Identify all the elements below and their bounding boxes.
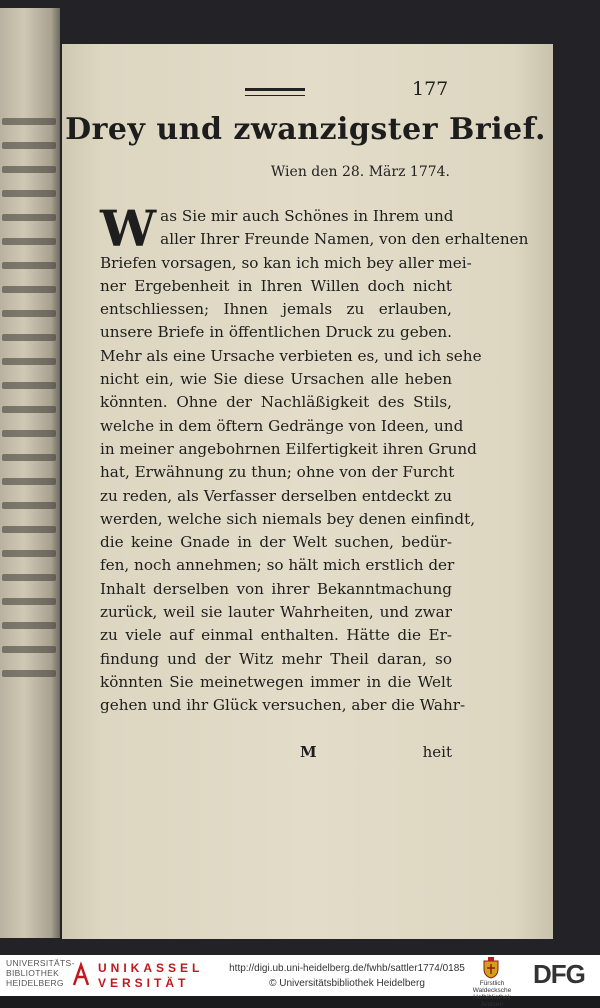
viewer-footer: [0, 955, 600, 1008]
text-line: Briefen vorsagen, so kan ich mich bey aller mei-: [100, 253, 472, 272]
page-foot: [100, 743, 452, 767]
left-page-edge: [0, 8, 60, 938]
text-line: in meiner angebohrnen Eilfertigkeit ihren Grund: [100, 439, 477, 458]
page-number: 177: [412, 78, 449, 100]
text-line: findung und der Witz mehr Theil daran, so: [100, 649, 452, 668]
text-line: nicht ein, wie Sie diese Ursachen alle heben: [100, 370, 452, 389]
text-line: ner Ergebenheit in Ihren Willen doch nicht: [100, 276, 452, 295]
text-line: könnten Sie meinetwegen immer in die Welt: [100, 672, 452, 691]
kassel-line: VERSITÄT: [98, 976, 190, 990]
left-page-text-fragments: [2, 118, 56, 694]
dfg-logo[interactable]: DFG: [533, 959, 585, 989]
drop-cap: W: [100, 199, 157, 258]
uni-logo-line: HEIDELBERG: [6, 978, 64, 988]
text-line: könnten. Ohne der Nachläßigkeit des Stils,: [100, 393, 452, 412]
text-line: die keine Gnade in der Welt suchen, bedür-: [100, 533, 452, 552]
catchword: heit: [422, 743, 452, 761]
text-line: aller Ihrer Freunde Namen, von den erhaltenen: [160, 230, 529, 249]
text-line: as Sie mir auch Schönes in Ihrem und: [160, 207, 454, 225]
text-line: zu reden, als Verfasser derselben entdeckt zu: [100, 486, 452, 505]
letter-body: [100, 199, 529, 718]
text-line: welche in dem öftern Gedränge von Ideen, und: [100, 416, 464, 435]
page-url-link[interactable]: http://digi.ub.uni-heidelberg.de/fwhb/sattler1774/0185: [229, 963, 465, 974]
letter-title: Drey und zwanzigster Brief.: [65, 112, 546, 147]
copyright-text: © Universitätsbibliothek Heidelberg: [269, 978, 425, 989]
text-line: zu viele auf einmal enthalten. Hätte die Er-: [100, 626, 452, 645]
uni-logo-line: UNIVERSITÄTS-: [6, 958, 75, 968]
arolsen-line: Fürstlich Waldecksche: [472, 980, 512, 994]
crest-icon: [482, 957, 500, 979]
kassel-line: UNIKASSEL: [98, 961, 204, 975]
uni-heidelberg-logo[interactable]: [6, 958, 75, 988]
text-line: gehen und ihr Glück versuchen, aber die Wahr-: [100, 696, 466, 715]
kassel-text: [98, 961, 203, 991]
arolsen-line: Hofbibliothek Arolsen: [473, 994, 511, 1008]
dateline: Wien den 28. März 1774.: [270, 164, 450, 180]
text-line: unsere Briefe in öffentlichen Druck zu geben.: [100, 323, 452, 342]
arolsen-label: [462, 980, 522, 1008]
kassel-mark-icon: [72, 963, 90, 987]
signature-mark: M: [300, 743, 317, 761]
text-line: zurück, weil sie lauter Wahrheiten, und zwar: [100, 603, 452, 622]
uni-logo-line: BIBLIOTHEK: [6, 968, 60, 978]
text-line: werden, welche sich niemals bey denen einfindt,: [100, 509, 476, 528]
text-line: Inhalt derselben von ihrer Bekanntmachung: [100, 579, 452, 598]
text-line: entschliessen; Ihnen jemals zu erlauben,: [100, 300, 452, 319]
text-line: fen, noch annehmen; so hält mich erstlich der: [100, 556, 455, 575]
text-line: hat, Erwähnung zu thun; ohne von der Furcht: [100, 463, 455, 482]
text-line: Mehr als eine Ursache verbieten es, und ich sehe: [100, 346, 482, 365]
header-rule: [245, 88, 305, 96]
